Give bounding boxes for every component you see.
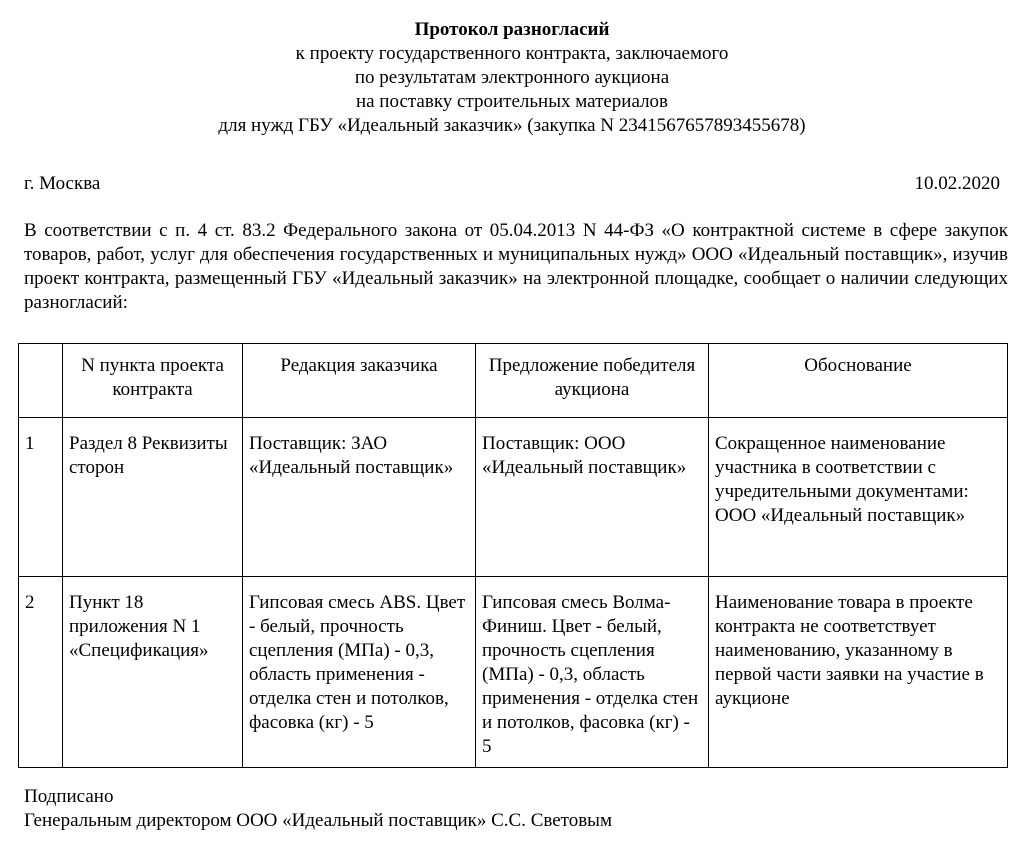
document-date: 10.02.2020 [914,173,1000,194]
table-cell: Гипсовая смесь Волма-Финиш. Цвет - белый, прочность сцепления (МПа) - 0,3, область применения - отделка стен и потолков, фасовка (кг) - 5 [476,577,709,768]
column-header: Редакция заказчика [243,344,476,418]
place: г. Москва [24,173,101,194]
column-header: Предложение победителя аукциона [476,344,709,418]
table-cell: Пункт 18 приложения N 1 «Спецификация» [63,577,243,768]
column-header [19,344,63,418]
table-cell: Раздел 8 Реквизиты сторон [63,418,243,577]
disagreements-table [18,343,1008,768]
table-header-row [19,344,1008,418]
table-cell: Наименование товара в проекте контракта не соответствует наименованию, указанному в первой части заявки на участие в аукционе [709,577,1008,768]
signatory-line: Генеральным директором ООО «Идеальный поставщик» С.С. Световым [24,810,612,831]
signoff-block [24,785,612,833]
table-cell: 2 [19,577,63,768]
subtitle-line: для нужд ГБУ «Идеальный заказчик» (закупка N 2341567657893455678) [218,115,806,136]
table-row [19,418,1008,577]
table-cell: 1 [19,418,63,577]
subtitle-line: к проекту государственного контракта, заключаемого [295,43,729,64]
column-header: N пункта проекта контракта [63,344,243,418]
document-title: Протокол разногласий [414,19,610,40]
table-cell: Гипсовая смесь ABS. Цвет - белый, прочность сцепления (МПа) - 0,3, область применения - отделка стен и потолков, фасовка (кг) - 5 [243,577,476,768]
table-row [19,577,1008,768]
table-cell: Поставщик: ЗАО «Идеальный поставщик» [243,418,476,577]
intro-paragraph: В соответствии с п. 4 ст. 83.2 Федерального закона от 05.04.2013 N 44-ФЗ «О контрактной системе в сфере закупок товаров, работ, услуг для обеспечения государственных и муниципальных нужд» ООО «Идеальный поставщик», изучив проект контракта, размещенный ГБУ «Идеальный заказчик» на электронной площадке, сообщает о наличии следующих разногласий: [24,220,1008,313]
table-cell: Поставщик: ООО «Идеальный поставщик» [476,418,709,577]
subtitle-line: по результатам электронного аукциона [354,67,670,88]
document-header [0,18,1024,138]
signoff-label: Подписано [24,786,114,807]
column-header: Обоснование [709,344,1008,418]
subtitle-line: на поставку строительных материалов [355,91,669,112]
table-cell: Сокращенное наименование участника в соответствии с учредительными документами: ООО «Идеальный поставщик» [709,418,1008,577]
